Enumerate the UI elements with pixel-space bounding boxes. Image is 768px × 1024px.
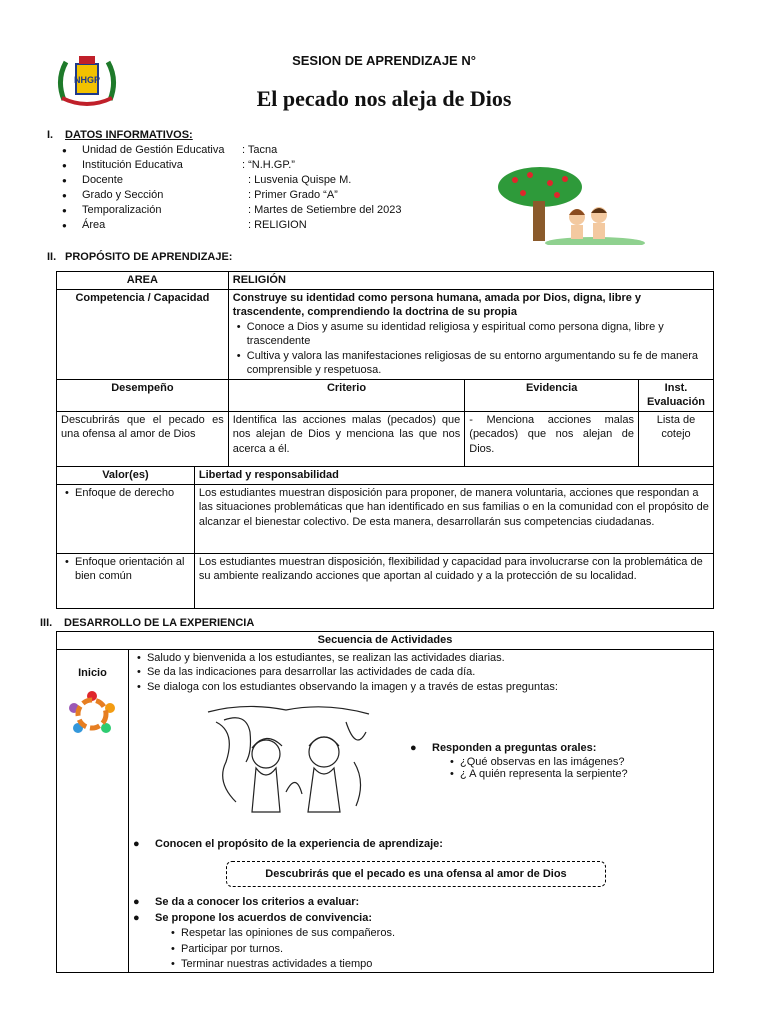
adam-eve-tree-illustration xyxy=(495,165,645,245)
section-1-title: DATOS INFORMATIVOS: xyxy=(65,129,193,141)
criterio-cell: Identifica las acciones malas (pecados) que nos alejan de Dios y menciona las que nos acerca a él. xyxy=(228,411,465,466)
section-3-num: III. xyxy=(40,617,53,629)
list-item: • ¿ A quién representa la serpiente? xyxy=(460,768,628,780)
info-value: : Primer Grado “A” xyxy=(248,189,338,201)
criteria-line: ● Se da a conocer los criterios a evaluar: xyxy=(133,896,360,908)
values-label: Valor(es) xyxy=(57,467,195,485)
info-row: ● Institución Educativa : “N.H.GP.” xyxy=(62,159,295,171)
criterio-header: Criterio xyxy=(228,379,465,411)
info-value: : “N.H.GP.” xyxy=(242,159,295,171)
enfoque-name: • Enfoque de derecho xyxy=(75,486,190,501)
list-item: • Cultiva y valora las manifestaciones religiosas de su entorno argumentando su fe de manera comprensible y respetuosa. xyxy=(247,349,709,378)
enfoque-text: Los estudiantes muestran disposición para proponer, de manera voluntaria, acciones que respondan a las situaciones problemáticas que han identificado en sus familias o en la comunidad con el propósito de alcanzar el bienestar colectivo. De esta manera, desarrollarán sus competencias ciudadanas. xyxy=(194,484,713,553)
info-row: ● Grado y Sección : Primer Grado “A” xyxy=(62,189,338,201)
purpose-table xyxy=(56,271,714,467)
info-row: ● Unidad de Gestión Educativa : Tacna xyxy=(62,144,278,156)
competence-value: Construye su identidad como persona humana, amada por Dios, digna, libre y trascendente, comprendiendo la doctrina de su propia xyxy=(232,291,642,318)
competence-cell xyxy=(228,289,713,379)
info-label: Temporalización xyxy=(82,204,162,216)
info-value: : Tacna xyxy=(242,144,278,156)
agreements-line: ● Se propone los acuerdos de convivencia: xyxy=(133,911,373,924)
table-row xyxy=(57,379,714,411)
section-1-num: I. xyxy=(47,129,54,141)
list-item: • Conoce a Dios y asume su identidad religiosa y espiritual como persona digna, libre y trascendente xyxy=(247,320,709,349)
evidencia-cell: - Menciona acciones malas (pecados) que nos alejan de Dios. xyxy=(465,411,639,466)
competence-label: Competencia / Capacidad xyxy=(57,289,229,379)
desempeno-header: Desempeño xyxy=(57,379,229,411)
questions-block xyxy=(410,742,628,780)
area-value: RELIGIÓN xyxy=(228,272,713,290)
info-label: Área xyxy=(82,219,106,231)
activities-title: Secuencia de Actividades xyxy=(57,632,714,650)
list-item: • Respetar las opiniones de sus compañeros. xyxy=(181,926,395,942)
section-2-num: II. xyxy=(47,251,57,263)
phase-cell xyxy=(57,649,129,972)
section-3-title: DESARROLLO DE LA EXPERIENCIA xyxy=(64,617,255,629)
info-value: : RELIGION xyxy=(248,219,307,231)
section-1-heading xyxy=(47,129,193,141)
list-item: • Saludo y bienvenida a los estudiantes, se realizan las actividades diarias. xyxy=(147,651,709,666)
list-item: • Se dialoga con los estudiantes observando la imagen y a través de estas preguntas: xyxy=(147,680,709,695)
adam-eve-coloring-illustration xyxy=(206,702,371,816)
info-label: Grado y Sección xyxy=(82,189,164,201)
table-row xyxy=(57,632,714,650)
questions-title-text: Responden a preguntas orales: xyxy=(432,742,597,754)
info-row: ● Docente : Lusvenia Quispe M. xyxy=(62,174,352,186)
info-value: : Martes de Setiembre del 2023 xyxy=(248,204,402,216)
purpose-box: Descubrirás que el pecado es una ofensa al amor de Dios xyxy=(226,861,606,887)
criteria-block xyxy=(133,895,395,973)
capacity-list xyxy=(233,320,709,378)
enfoque-name: • Enfoque orientación al bien común xyxy=(75,555,190,584)
section-2-title: PROPÓSITO DE APRENDIZAJE: xyxy=(65,251,233,263)
table-row xyxy=(57,411,714,466)
agreements-label: Se propone los acuerdos de convivencia: xyxy=(155,911,373,924)
table-row xyxy=(57,553,714,608)
phase-label: Inicio xyxy=(78,666,107,679)
table-row xyxy=(57,272,714,290)
section-2-heading xyxy=(47,251,232,263)
question-list xyxy=(410,756,628,780)
info-row: ● Temporalización : Martes de Setiembre del 2023 xyxy=(62,204,402,216)
purpose-line: ● Conocen el propósito de la experiencia de aprendizaje: xyxy=(133,838,443,850)
values-value: Libertad y responsabilidad xyxy=(194,467,713,485)
teamwork-icon xyxy=(66,688,118,740)
logo-text: NHGP xyxy=(73,75,101,85)
info-row: ● Área : RELIGION xyxy=(62,219,307,231)
info-label: Docente xyxy=(82,174,123,186)
list-item: • Terminar nuestras actividades a tiempo xyxy=(181,957,395,973)
agreement-list xyxy=(133,926,395,973)
criteria-label: Se da a conocer los criterios a evaluar: xyxy=(155,896,360,908)
list-item: • ¿Qué observas en las imágenes? xyxy=(460,756,628,768)
area-label: AREA xyxy=(57,272,229,290)
page-title: El pecado nos aleja de Dios xyxy=(256,86,512,111)
info-value: : Lusvenia Quispe M. xyxy=(248,174,352,186)
list-item: • Se da las indicaciones para desarrollar las actividades de cada día. xyxy=(147,665,709,680)
info-label: Unidad de Gestión Educativa xyxy=(82,144,225,156)
session-title: SESION DE APRENDIZAJE N° xyxy=(292,53,476,68)
table-row xyxy=(57,289,714,379)
section-3-heading xyxy=(40,617,254,629)
desempeno-cell: Descubrirás que el pecado es una ofensa al amor de Dios xyxy=(57,411,229,466)
inst-header: Inst. Evaluación xyxy=(638,379,713,411)
values-table xyxy=(56,466,714,609)
table-row xyxy=(57,467,714,485)
info-list xyxy=(62,143,401,233)
inst-cell: Lista de cotejo xyxy=(638,411,713,466)
info-label: Institución Educativa xyxy=(82,159,183,171)
enfoque-name-cell xyxy=(57,484,195,553)
list-item: • Participar por turnos. xyxy=(181,942,395,958)
questions-title: ● Responden a preguntas orales: xyxy=(410,742,597,754)
table-row xyxy=(57,484,714,553)
activity-list xyxy=(133,651,709,695)
evidencia-header: Evidencia xyxy=(465,379,639,411)
purpose-label: Conocen el propósito de la experiencia de aprendizaje: xyxy=(155,838,443,850)
enfoque-text: Los estudiantes muestran disposición, flexibilidad y capacidad para involucrarse con la problemática de su ambiente realizando acciones que aportan al cuidado y a la protección de su localidad. xyxy=(194,553,713,608)
enfoque-name-cell xyxy=(57,553,195,608)
